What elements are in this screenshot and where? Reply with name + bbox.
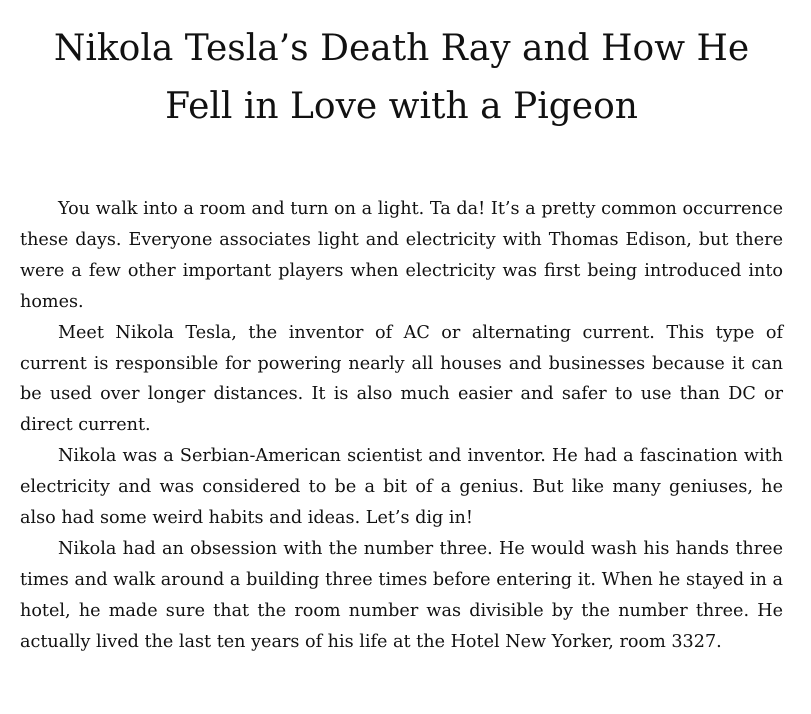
article-body	[20, 194, 783, 658]
paragraph-3: Nikola was a Serbian-American scientist and inventor. He had a fascination with electricity and was considered to be a bit of a genius. But like many geniuses, he also had some weird habits and ideas. Let’s dig in!	[20, 446, 783, 529]
title-line-1: Nikola Tesla’s Death Ray and How He	[53, 28, 750, 69]
paragraph-4: Nikola had an obsession with the number three. He would wash his hands three times and walk around a building three times before entering it. When he stayed in a hotel, he made sure that the room number was divisible by the number three. He actually lived the last ten years of his life at the Hotel New Yorker, room 3327.	[20, 538, 783, 652]
paragraph-2: Meet Nikola Tesla, the inventor of AC or alternating current. This type of current is responsible for powering nearly all houses and businesses because it can be used over longer distances. It is also much easier and safer to use than DC or direct current.	[20, 322, 783, 436]
paragraph-1: You walk into a room and turn on a light. Ta da! It’s a pretty common occurrence these days. Everyone associates light and electricity with Thomas Edison, but there were a few other important players when electricity was first being introduced into homes.	[20, 199, 783, 312]
page-title	[20, 20, 783, 136]
title-line-2: Fell in Love with a Pigeon	[165, 86, 638, 127]
